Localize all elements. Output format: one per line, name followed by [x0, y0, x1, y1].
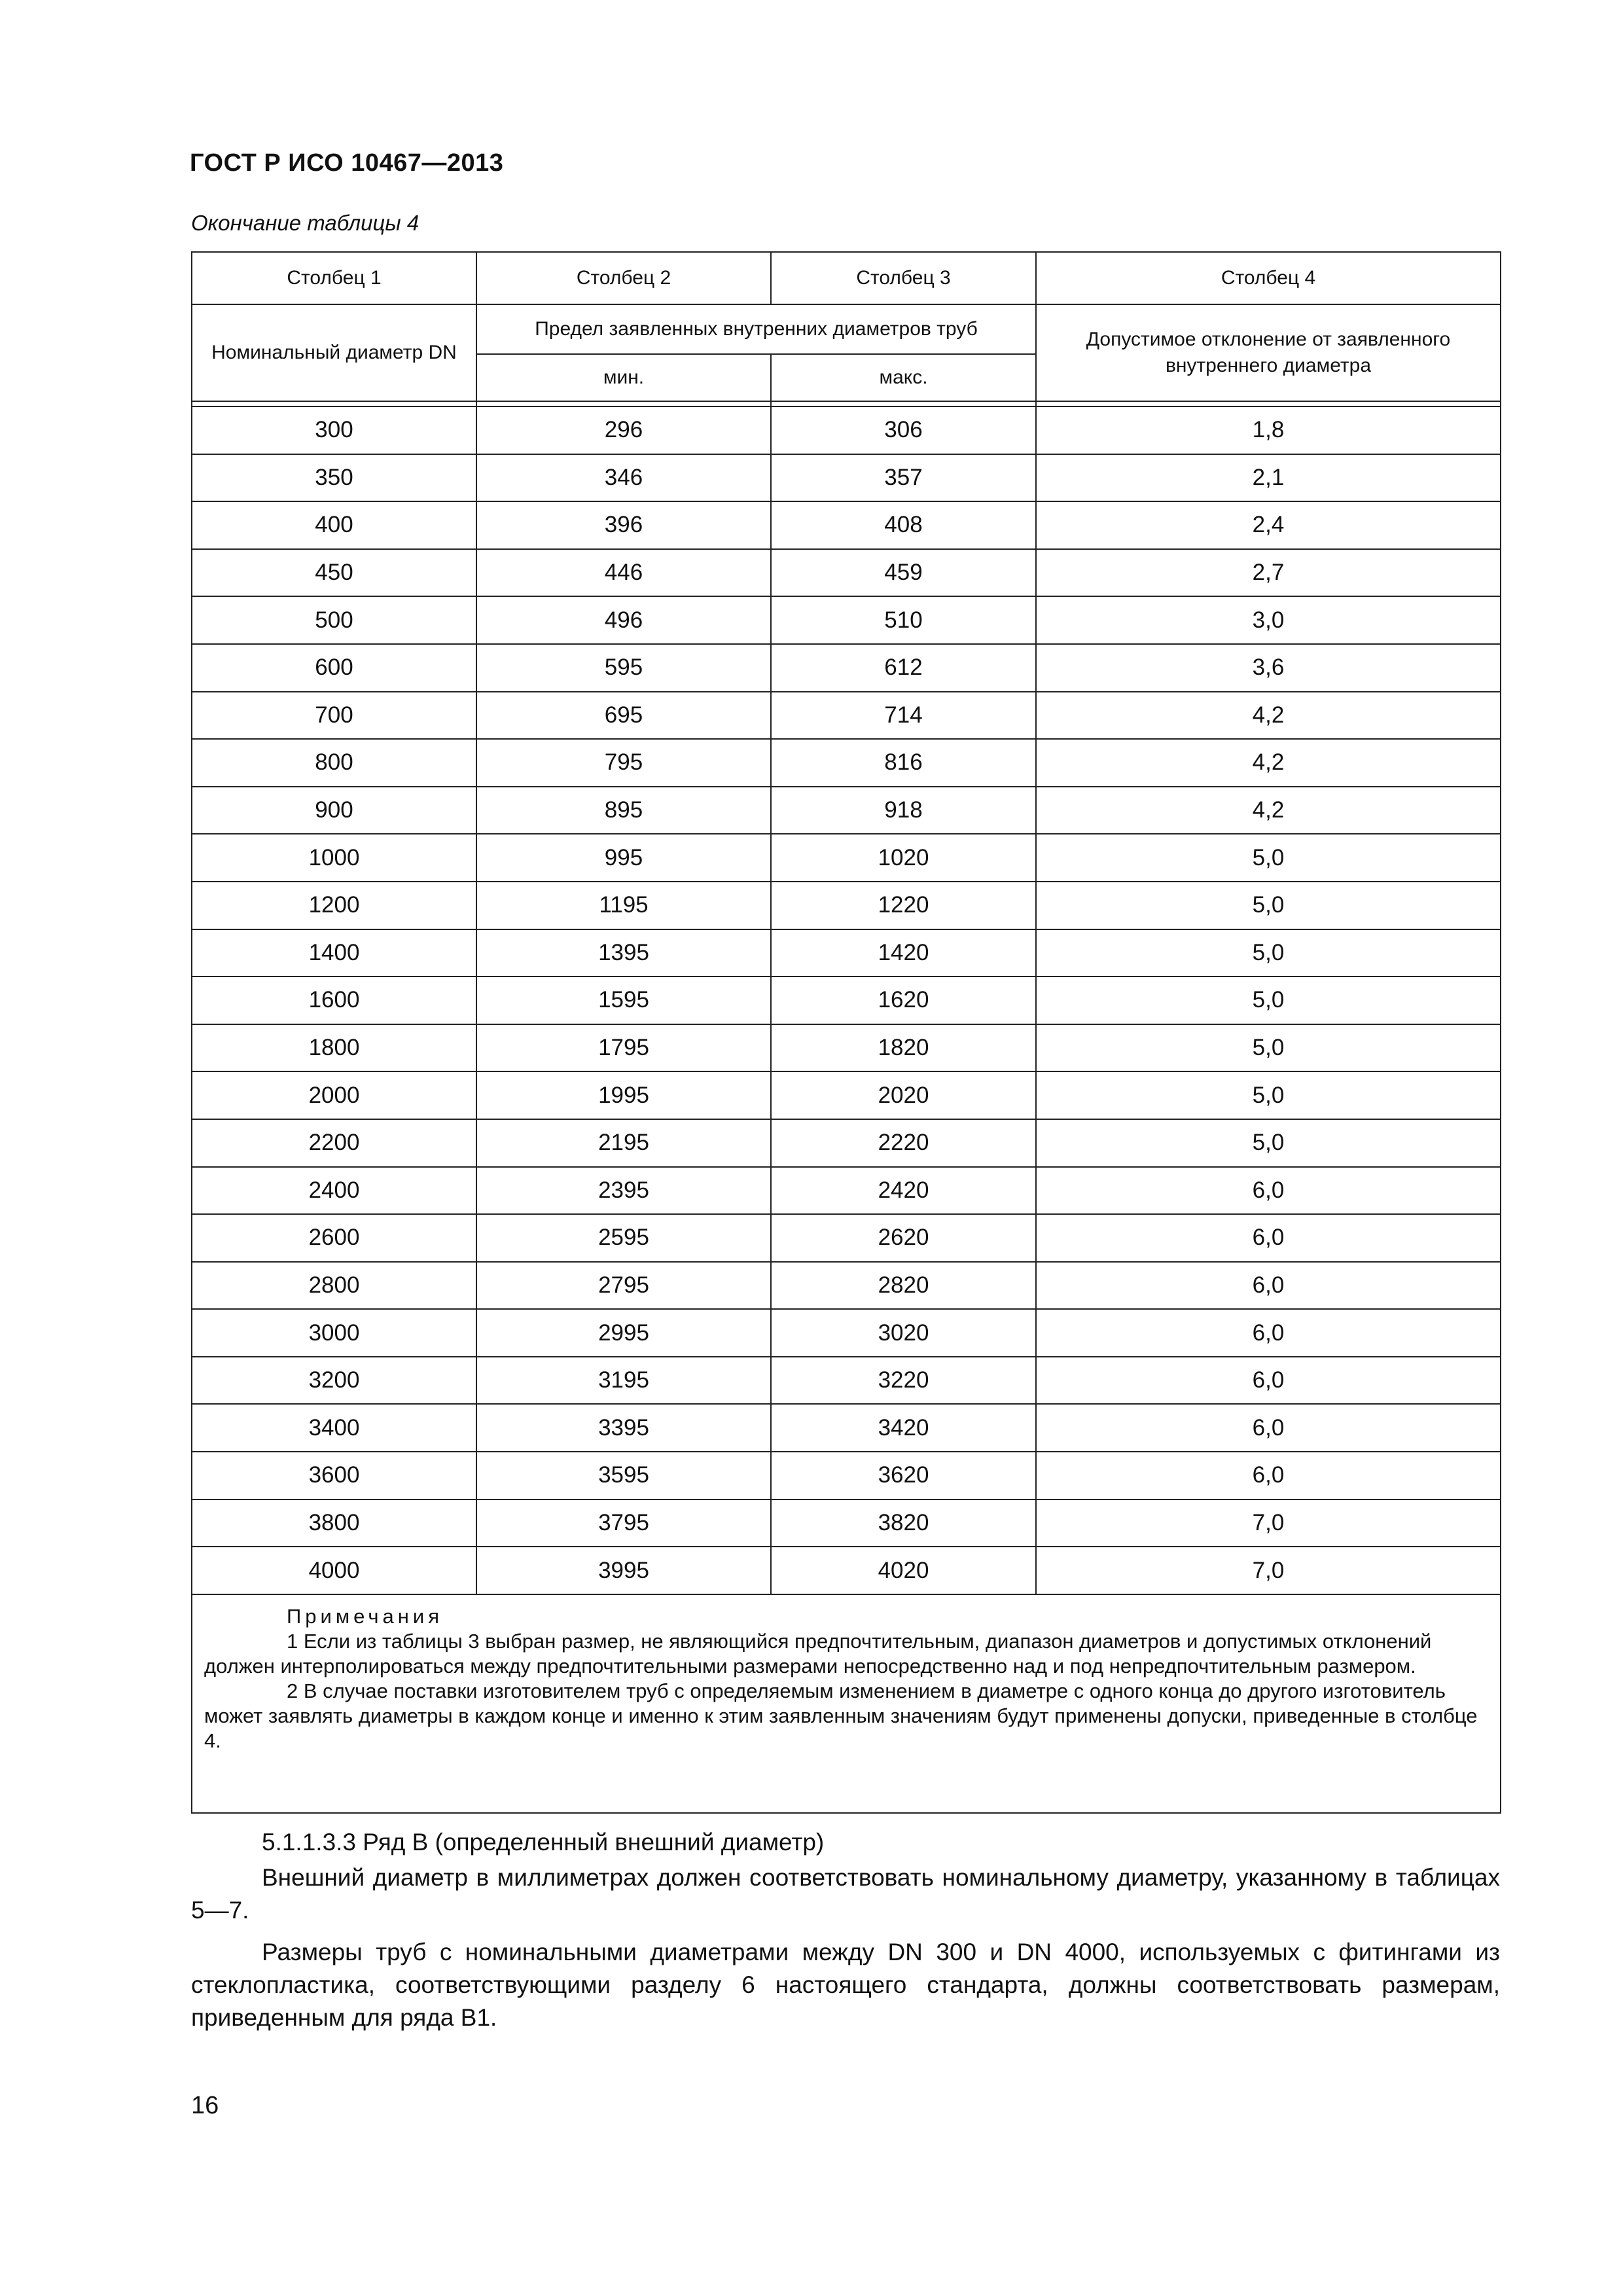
nominal-diameter-cell: 700 [192, 692, 476, 740]
nominal-diameter-cell: 450 [192, 549, 476, 597]
nominal-diameter-header: Номинальный диаметр DN [192, 304, 476, 401]
min-diameter-cell: 2795 [476, 1262, 771, 1310]
nominal-diameter-cell: 1400 [192, 929, 476, 977]
max-diameter-cell: 816 [771, 739, 1036, 787]
tolerance-cell: 2,4 [1036, 501, 1501, 549]
min-diameter-cell: 1595 [476, 977, 771, 1024]
tolerance-cell: 3,6 [1036, 644, 1501, 692]
table-caption: Окончание таблицы 4 [191, 211, 419, 235]
nominal-diameter-cell: 350 [192, 454, 476, 502]
tolerance-cell: 7,0 [1036, 1499, 1501, 1547]
min-diameter-cell: 496 [476, 596, 771, 644]
tolerance-cell: 6,0 [1036, 1404, 1501, 1452]
tolerance-cell: 5,0 [1036, 882, 1501, 929]
min-diameter-cell: 296 [476, 406, 771, 454]
table-row [192, 1404, 1501, 1452]
min-diameter-cell: 1995 [476, 1071, 771, 1119]
note-1: 1 Если из таблицы 3 выбран размер, не являющийся предпочтительным, диапазон диаметров и допустимых отклонений должен интерполироваться между предпочтительными размерами непосредственно над и под непредпочтительным размером. [204, 1629, 1432, 1677]
tolerance-cell: 5,0 [1036, 1024, 1501, 1072]
max-diameter-cell: 612 [771, 644, 1036, 692]
tolerance-cell: 6,0 [1036, 1262, 1501, 1310]
nominal-diameter-cell: 2800 [192, 1262, 476, 1310]
nominal-diameter-cell: 4000 [192, 1547, 476, 1594]
nominal-diameter-cell: 900 [192, 787, 476, 834]
max-diameter-cell: 918 [771, 787, 1036, 834]
nominal-diameter-cell: 3800 [192, 1499, 476, 1547]
table-row [192, 977, 1501, 1024]
max-diameter-cell: 2220 [771, 1119, 1036, 1167]
min-diameter-cell: 346 [476, 454, 771, 502]
notes-title: Примечания [287, 1604, 443, 1628]
column-titles-row [192, 252, 1501, 304]
nominal-diameter-cell: 3000 [192, 1309, 476, 1357]
min-diameter-cell: 2995 [476, 1309, 771, 1357]
min-diameter-cell: 895 [476, 787, 771, 834]
column-title: Столбец 3 [771, 252, 1036, 304]
table-row [192, 739, 1501, 787]
min-diameter-cell: 695 [476, 692, 771, 740]
min-diameter-cell: 3795 [476, 1499, 771, 1547]
table-row [192, 501, 1501, 549]
column-title: Столбец 1 [192, 252, 476, 304]
max-diameter-cell: 3020 [771, 1309, 1036, 1357]
nominal-diameter-cell: 2600 [192, 1214, 476, 1262]
table-row [192, 596, 1501, 644]
nominal-diameter-cell: 500 [192, 596, 476, 644]
min-diameter-cell: 595 [476, 644, 771, 692]
tolerance-cell: 5,0 [1036, 834, 1501, 882]
notes-row [192, 1594, 1501, 1813]
nominal-diameter-cell: 600 [192, 644, 476, 692]
document-header: ГОСТ Р ИСО 10467—2013 [190, 149, 504, 177]
table-row [192, 1357, 1501, 1405]
tolerance-cell: 6,0 [1036, 1214, 1501, 1262]
min-diameter-cell: 3995 [476, 1547, 771, 1594]
table-row [192, 406, 1501, 454]
column-title: Столбец 2 [476, 252, 771, 304]
max-diameter-cell: 1620 [771, 977, 1036, 1024]
table-row [192, 1119, 1501, 1167]
nominal-diameter-cell: 1000 [192, 834, 476, 882]
nominal-diameter-cell: 1600 [192, 977, 476, 1024]
separator-cell [476, 401, 771, 406]
max-diameter-cell: 3220 [771, 1357, 1036, 1405]
table-row [192, 549, 1501, 597]
min-diameter-cell: 2195 [476, 1119, 771, 1167]
min-diameter-cell: 3195 [476, 1357, 771, 1405]
table-row [192, 644, 1501, 692]
table-row [192, 834, 1501, 882]
max-diameter-cell: 3620 [771, 1452, 1036, 1499]
page-number: 16 [191, 2092, 219, 2119]
column-title: Столбец 4 [1036, 252, 1501, 304]
max-diameter-cell: 4020 [771, 1547, 1036, 1594]
separator-cell [192, 401, 476, 406]
max-diameter-cell: 1420 [771, 929, 1036, 977]
table-row [192, 1452, 1501, 1499]
min-diameter-cell: 446 [476, 549, 771, 597]
tolerance-cell: 4,2 [1036, 739, 1501, 787]
max-diameter-cell: 1220 [771, 882, 1036, 929]
table-row [192, 1262, 1501, 1310]
table-body [192, 406, 1501, 1594]
notes-cell [192, 1594, 1501, 1813]
nominal-diameter-cell: 2400 [192, 1167, 476, 1215]
tolerance-cell: 7,0 [1036, 1547, 1501, 1594]
tolerance-cell: 4,2 [1036, 692, 1501, 740]
tolerance-cell: 1,8 [1036, 406, 1501, 454]
tolerance-cell: 5,0 [1036, 929, 1501, 977]
tolerance-cell: 6,0 [1036, 1357, 1501, 1405]
tolerance-cell: 2,7 [1036, 549, 1501, 597]
min-diameter-cell: 795 [476, 739, 771, 787]
nominal-diameter-cell: 2000 [192, 1071, 476, 1119]
min-diameter-cell: 3395 [476, 1404, 771, 1452]
body-text [191, 1826, 1500, 2043]
tolerance-cell: 2,1 [1036, 454, 1501, 502]
nominal-diameter-cell: 300 [192, 406, 476, 454]
nominal-diameter-cell: 1800 [192, 1024, 476, 1072]
table-row [192, 1214, 1501, 1262]
max-header: макс. [771, 354, 1036, 401]
max-diameter-cell: 714 [771, 692, 1036, 740]
max-diameter-cell: 357 [771, 454, 1036, 502]
max-diameter-cell: 459 [771, 549, 1036, 597]
table-row [192, 692, 1501, 740]
nominal-diameter-cell: 800 [192, 739, 476, 787]
min-diameter-cell: 1195 [476, 882, 771, 929]
table-row [192, 1167, 1501, 1215]
tolerance-cell: 3,0 [1036, 596, 1501, 644]
min-diameter-cell: 3595 [476, 1452, 771, 1499]
paragraph: Внешний диаметр в миллиметрах должен соответствовать номинальному диаметру, указанному в таблицах 5—7. [191, 1864, 1500, 1924]
min-diameter-cell: 995 [476, 834, 771, 882]
section-heading: 5.1.1.3.3 Ряд В (определенный внешний диаметр) [262, 1829, 825, 1856]
table-row [192, 454, 1501, 502]
min-diameter-cell: 1795 [476, 1024, 771, 1072]
max-diameter-cell: 3820 [771, 1499, 1036, 1547]
max-diameter-cell: 1020 [771, 834, 1036, 882]
min-diameter-cell: 2395 [476, 1167, 771, 1215]
table-row [192, 1071, 1501, 1119]
header-row [192, 304, 1501, 354]
table-row [192, 1499, 1501, 1547]
separator-cell [1036, 401, 1501, 406]
tolerance-cell: 6,0 [1036, 1309, 1501, 1357]
table-row [192, 1309, 1501, 1357]
min-diameter-cell: 396 [476, 501, 771, 549]
tolerance-cell: 4,2 [1036, 787, 1501, 834]
nominal-diameter-cell: 3200 [192, 1357, 476, 1405]
tolerance-cell: 6,0 [1036, 1452, 1501, 1499]
tolerance-cell: 5,0 [1036, 977, 1501, 1024]
paragraph: Размеры труб с номинальными диаметрами между DN 300 и DN 4000, используемых с фитингами из стеклопластика, соответствующими разделу 6 настоящего стандарта, должны соответствовать размерам, приведенным для ряда В1. [191, 1939, 1500, 2031]
tolerance-cell: 5,0 [1036, 1071, 1501, 1119]
max-diameter-cell: 2420 [771, 1167, 1036, 1215]
table-row [192, 1547, 1501, 1594]
declared-range-header: Предел заявленных внутренних диаметров труб [476, 304, 1036, 354]
note-2: 2 В случае поставки изготовителем труб с определяемым изменением в диаметре с одного конца до другого изготовитель может заявлять диаметры в каждом конце и именно к этим заявленным значениям будут применены допуски, приведенные в столбце 4. [204, 1679, 1478, 1752]
min-diameter-cell: 1395 [476, 929, 771, 977]
min-diameter-cell: 2595 [476, 1214, 771, 1262]
max-diameter-cell: 2620 [771, 1214, 1036, 1262]
tolerance-header: Допустимое отклонение от заявленного внутреннего диаметра [1036, 304, 1501, 401]
table-row [192, 882, 1501, 929]
table-row [192, 929, 1501, 977]
header-separator [192, 401, 1501, 406]
min-header: мин. [476, 354, 771, 401]
nominal-diameter-cell: 2200 [192, 1119, 476, 1167]
max-diameter-cell: 2020 [771, 1071, 1036, 1119]
tolerance-cell: 5,0 [1036, 1119, 1501, 1167]
max-diameter-cell: 408 [771, 501, 1036, 549]
tolerance-cell: 6,0 [1036, 1167, 1501, 1215]
nominal-diameter-cell: 3600 [192, 1452, 476, 1499]
max-diameter-cell: 510 [771, 596, 1036, 644]
data-table [191, 251, 1501, 1814]
max-diameter-cell: 2820 [771, 1262, 1036, 1310]
max-diameter-cell: 306 [771, 406, 1036, 454]
nominal-diameter-cell: 1200 [192, 882, 476, 929]
nominal-diameter-cell: 3400 [192, 1404, 476, 1452]
separator-cell [771, 401, 1036, 406]
table-row [192, 1024, 1501, 1072]
max-diameter-cell: 3420 [771, 1404, 1036, 1452]
table-row [192, 787, 1501, 834]
max-diameter-cell: 1820 [771, 1024, 1036, 1072]
nominal-diameter-cell: 400 [192, 501, 476, 549]
